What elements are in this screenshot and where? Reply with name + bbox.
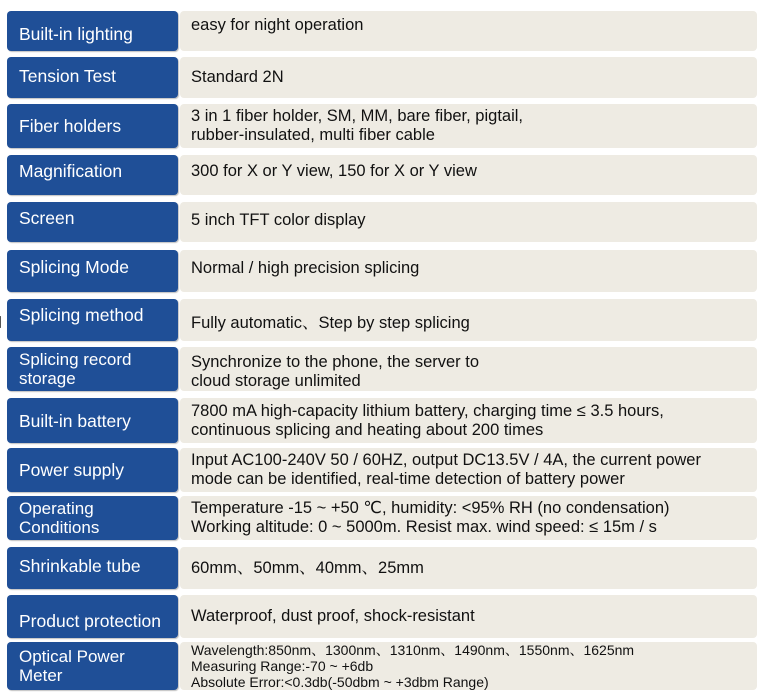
spec-value: 5 inch TFT color display <box>180 202 757 242</box>
spec-row-power-supply <box>0 448 762 492</box>
spec-label: Optical Power Meter <box>7 642 178 690</box>
spec-label: Splicing record storage <box>7 347 178 391</box>
spec-label: Fiber holders <box>7 104 178 148</box>
spec-row-built-in-lighting <box>0 11 762 51</box>
spec-value: 300 for X or Y view, 150 for X or Y view <box>180 155 757 195</box>
spec-row-screen <box>0 202 762 242</box>
spec-row-product-protection <box>0 595 762 638</box>
spec-label: Shrinkable tube <box>7 547 178 589</box>
spec-value: Fully automatic、Step by step splicing <box>180 299 757 341</box>
spec-value: easy for night operation <box>180 11 757 51</box>
spec-label: Splicing Mode <box>7 250 178 292</box>
spec-value: Synchronize to the phone, the server to cloud storage unlimited <box>180 347 757 391</box>
spec-row-magnification <box>0 155 762 195</box>
spec-label: Magnification <box>7 155 178 195</box>
spec-label: Built-in battery <box>7 398 178 443</box>
spec-row-splicing-record-storage <box>0 347 762 391</box>
spec-row-splicing-method <box>0 299 762 341</box>
spec-label: Product protection <box>7 595 178 638</box>
spec-label: Screen <box>7 202 178 242</box>
spec-row-optical-power-meter <box>0 642 762 690</box>
spec-label: Tension Test <box>7 57 178 98</box>
spec-row-operating-conditions <box>0 496 762 540</box>
spec-value: Wavelength:850nm、1300nm、1310nm、1490nm、1550nm、1625nm Measuring Range:-70 ~ +6db Absolute Error:<0.3db(-50dbm ~ +3dbm Range) <box>180 642 757 690</box>
spec-value: 60mm、50mm、40mm、25mm <box>180 547 757 589</box>
spec-value: Standard 2N <box>180 57 757 98</box>
spec-row-splicing-mode <box>0 250 762 292</box>
spec-row-fiber-holders <box>0 104 762 148</box>
spec-value: Input AC100-240V 50 / 60HZ, output DC13.5V / 4A, the current power mode can be identified, real-time detection of battery power <box>180 448 757 492</box>
spec-value: Temperature -15 ~ +50 ℃, humidity: <95% RH (no condensation) Working altitude: 0 ~ 5000m. Resist max. wind speed: ≤ 15m / s <box>180 496 757 540</box>
spec-value: Waterproof, dust proof, shock-resistant <box>180 595 757 638</box>
spec-label: Operating Conditions <box>7 496 178 540</box>
spec-row-built-in-battery <box>0 398 762 443</box>
spec-value: Normal / high precision splicing <box>180 250 757 292</box>
spec-value: 7800 mA high-capacity lithium battery, charging time ≤ 3.5 hours, continuous splicing and heating about 200 times <box>180 398 757 443</box>
spec-value: 3 in 1 fiber holder, SM, MM, bare fiber, pigtail, rubber-insulated, multi fiber cable <box>180 104 757 148</box>
spec-label: Built-in lighting <box>7 11 178 51</box>
spec-row-shrinkable-tube <box>0 547 762 589</box>
spec-row-tension-test <box>0 57 762 98</box>
spec-label: Splicing method <box>7 299 178 341</box>
spec-label: Power supply <box>7 448 178 492</box>
